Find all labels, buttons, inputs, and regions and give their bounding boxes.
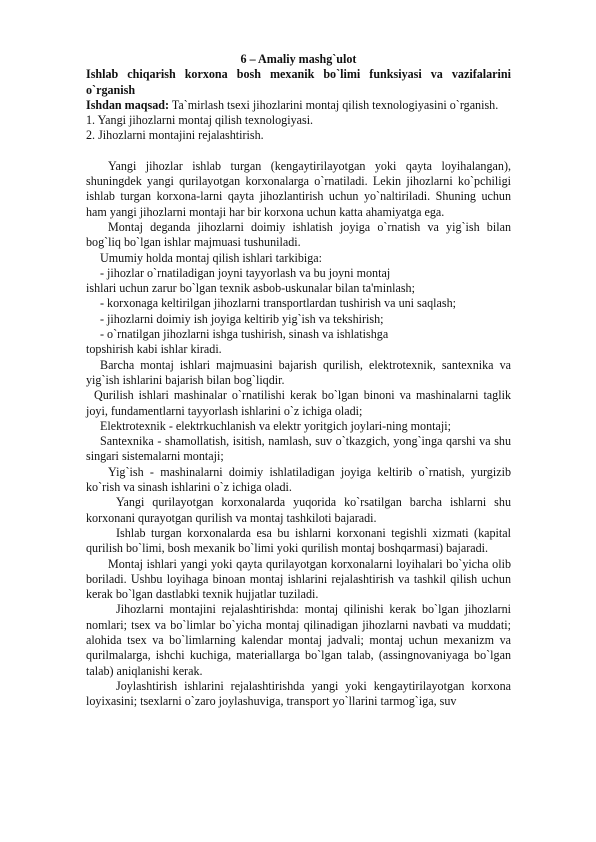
paragraph: Montaj ishlari yangi yoki qayta qurilayotgan korxonalarni loyihalari bo`yicha olib boriladi. Ushbu loyihaga binoan montaj ishlarini rejalashtirish va tashkil qilish uchun kerak bo`lgan dastlabki texnik hujjatlar tuziladi. <box>86 556 511 602</box>
paragraph: Jihozlarni montajini rejalashtirishda: montaj qilinishi kerak bo`lgan jihozlarni nomlari; tsex va bo`limlar bo`yicha montaj qilinadigan jihozlarni navbati va muddati; alohida tsex va bo`limlarning kalendar montaj jadvali; montaj uchun mexanizm va qurilmalarga, ishchi kuchiga, materiallarga bo`lgan talab, (assingnovaniyaga bo`lgan talab) aniqlanishi kerak. <box>86 602 511 678</box>
paragraph: Yig`ish - mashinalarni doimiy ishlatiladigan joyiga keltirib o`rnatish, yurgizib ko`rish va sinash ishlarini o`z ichiga oladi. <box>86 464 511 495</box>
paragraph: Umumiy holda montaj qilish ishlari tarkibiga: <box>100 250 323 265</box>
paragraph: Yangi jihozlar ishlab turgan (kengaytirilayotgan yoki qayta loyihalangan), shuningdek yangi qurilayotgan korxonalarga o`rnatiladi. Lekin jihozlarni ko`pchiligi ishlab turgan korxona-larni qayta jihozlantirish uchun yo`naltiriladi. Shuning uchun ham yangi jihozlarni montaji har bir korxona uchun katta ahamiyatga ega. <box>86 158 511 219</box>
goal-text: Ta`mirlash tsexi jihozlarini montaj qilish texnologiyasini o`rganish. <box>169 97 499 112</box>
paragraph: Elektrotexnik - elektrkuchlanish va elektr yoritgich joylari-ning montaji; <box>100 418 451 433</box>
paragraph: Yangi qurilayotgan korxonalarda yuqorida ko`rsatilgan barcha ishlarni shu korxonani qurayotgan qurilish va montaj tashkiloti bajaradi. <box>86 495 511 525</box>
list-item: 1. Yangi jihozlarni montaj qilish texnologiyasi. <box>86 113 314 128</box>
goal-label: Ishdan maqsad: <box>86 97 170 112</box>
list-item: 2. Jihozlarni montajini rejalashtirish. <box>86 128 264 143</box>
blank-line <box>86 144 511 159</box>
paragraph: Santexnika - shamollatish, isitish, namlash, suv o`tkazgich, yong`inga qarshi va shu singari sistemalarni montaji; <box>86 434 511 464</box>
paragraph: Barcha montaj ishlari majmuasini bajarish qurilish, elektrotexnik, santexnika va yig`ish ishlarini bajarish bilan bog`liqdir. <box>86 357 511 387</box>
document-subtitle: Ishlab chiqarish korxona bosh mexanik bo`limi funksiyasi va vazifalarini o`rganish <box>86 67 511 97</box>
paragraph: Qurilish ishlari mashinalar o`rnatilishi kerak bo`lgan binoni va mashinalarni taglik joyi, fundamentlarni tayyorlash ishlarini o`z ichiga oladi; <box>86 388 511 418</box>
bullet-item: - korxonaga keltirilgan jihozlarni transportlardan tushirish va uni saqlash; <box>100 296 457 311</box>
paragraph: Montaj deganda jihozlarni doimiy ishlatish joyiga o`rnatish va yig`ish bilan bog`liq bo`lgan ishlar majmuasi tushuniladi. <box>86 219 511 250</box>
document-title: 6 – Amaliy mashg`ulot <box>240 52 357 66</box>
bullet-continuation: topshirish kabi ishlar kiradi. <box>86 342 222 357</box>
paragraph: Ishlab turgan korxonalarda esa bu ishlarni korxonani tegishli xizmati (kapital qurilish bo`limi, bosh mexanik bo`limi yoki qurilish montaj boshqarmasi) bajaradi. <box>86 525 511 556</box>
bullet-item: - jihozlarni doimiy ish joyiga keltirib yig`ish va tekshirish; <box>100 311 384 326</box>
bullet-item: - o`rnatilgan jihozlarni ishga tushirish, sinash va ishlatishga <box>100 327 389 342</box>
paragraph: Joylashtirish ishlarini rejalashtirishda yangi yoki kengaytirilayotgan korxona loyixasini; tsexlarni o`zaro joylashuviga, transport yo`llarini tarmog`iga, suv <box>86 678 511 709</box>
document-page <box>86 52 511 709</box>
bullet-item: - jihozlar o`rnatiladigan joyni tayyorlash va bu joyni montaj <box>100 265 391 280</box>
bullet-continuation: ishlari uchun zarur bo`lgan texnik asbob-uskunalar bilan ta'minlash; <box>86 281 415 296</box>
goal-line <box>86 98 511 113</box>
